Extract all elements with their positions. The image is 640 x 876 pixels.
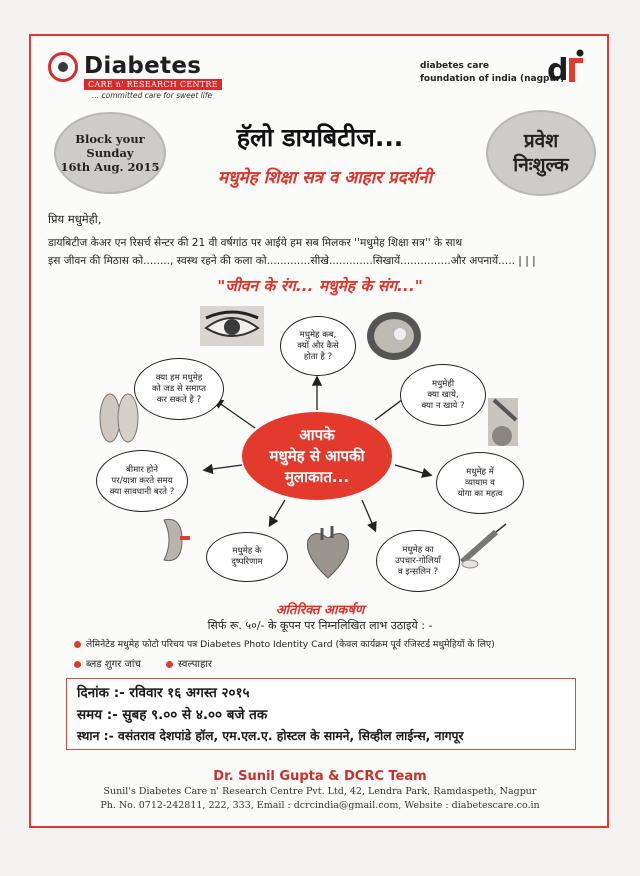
- topic-6-line-3: क्या सावधानी बरते ?: [109, 486, 175, 497]
- extras-title: अतिरिक्त आकर्षण: [275, 603, 365, 618]
- retina-image: [365, 310, 423, 362]
- topic-bubble-diet: [400, 364, 486, 426]
- brand-name: Diabetes: [84, 53, 202, 79]
- page-title: हॅलो डायबिटीज...: [236, 123, 404, 152]
- topic-2-line-2: क्या खाये,: [427, 389, 459, 400]
- topic-5-line-2: दुष्परिणाम: [231, 557, 263, 567]
- topic-7-line-1: क्या हम मधुमेह: [155, 372, 203, 383]
- topic-1-line-2: क्यों और कैसे: [297, 340, 339, 351]
- badge-line-3: 16th Aug. 2015: [60, 160, 160, 174]
- extras-item-1-text: लेमिनेटेड मधुमेह फोटो परिचय पत्र Diabetes Photo Identity Card (केवल कार्यक्रम पूर्व रजिस्टर्ड मधुमेहियों के लिए): [86, 639, 495, 650]
- topic-bubble-precautions: [96, 450, 188, 512]
- intro-line-2: इस जीवन की मिठास को........, स्वस्थ रहने की कला को.............सीखे.............सिखायें...............और अपनायें..... | | |: [48, 255, 536, 267]
- event-venue: स्थान :- वसंतराव देशपांडे हॉल, एम.एल.ए. होस्टल के सामने, सिव्हील लाईन्स, नागपूर: [77, 729, 464, 743]
- bullet-icon: [166, 661, 173, 668]
- badge-line-2: Sunday: [86, 146, 134, 160]
- topic-5-line-1: मधुमेह के: [232, 546, 262, 556]
- topic-3-line-2: व्यायाम व: [465, 477, 495, 488]
- topic-bubble-cure: [134, 358, 224, 420]
- topic-7-line-3: कर सकते है ?: [156, 394, 202, 405]
- topic-4-line-2: उपचार-गोलियाँ: [395, 555, 441, 566]
- center-line-2: मधुमेह से आपकी: [269, 446, 365, 465]
- kidney-image: [154, 514, 192, 566]
- extras-item-3-text: स्वल्पाहार: [178, 659, 212, 670]
- extras-item-3: [166, 656, 212, 670]
- topic-bubble-treatment: [376, 530, 460, 592]
- brand-subtitle: CARE n' RESEARCH CENTRE: [84, 79, 222, 90]
- arrow-to-topic-5: [270, 500, 285, 525]
- heart-image: [300, 524, 356, 582]
- dcrc-logo-icon: [48, 52, 78, 82]
- food-image: [480, 390, 530, 454]
- topic-bubble-causes: [280, 316, 356, 376]
- partner-line-1: diabetes care: [420, 61, 489, 71]
- center-bubble: [242, 412, 392, 500]
- partner-name: [420, 60, 564, 86]
- badge-line-1: Block your: [75, 132, 145, 146]
- slogan: "जीवन के रंग... मधुमेह के संग...": [217, 277, 423, 295]
- topic-1-line-1: मधुमेह कब,: [299, 329, 337, 340]
- arrow-to-topic-6: [205, 465, 242, 470]
- center-line-1: आपके: [299, 425, 335, 444]
- topic-7-line-2: को जड से समाप्त: [152, 383, 206, 394]
- bullet-icon: [74, 661, 81, 668]
- topic-2-line-1: मधुमेही: [431, 378, 455, 389]
- event-date: दिनांक :- रविवार १६ अगस्त २०१५: [77, 685, 250, 701]
- organizer-team: Dr. Sunil Gupta & DCRC Team: [213, 769, 427, 784]
- intro-line-1: डायबिटीज केअर एन रिसर्च सेन्टर की 21 वी वर्षगांठ पर आईये हम सब मिलकर ''मधुमेह शिक्षा सत्र'' के साथ: [48, 237, 463, 249]
- event-details-box: [66, 678, 576, 750]
- syringe-image: [452, 520, 512, 570]
- topic-bubble-complications: [206, 532, 288, 582]
- center-line-3: मुलाकात...: [284, 467, 350, 486]
- arrow-to-topic-4: [362, 500, 375, 530]
- page-subtitle: मधुमेह शिक्षा सत्र व आहार प्रदर्शनी: [217, 168, 433, 188]
- event-time: समय :- सुबह ९.०० से ४.०० बजे तक: [77, 707, 268, 723]
- topic-3-line-1: मधुमेह में: [466, 466, 494, 477]
- feet-image: [94, 388, 142, 444]
- svg-text:d: d: [547, 53, 569, 88]
- arrow-to-topic-3: [395, 465, 430, 475]
- footer-contact: Ph. No. 0712-242811, 222, 333, Email : dcrcindia@gmail.com, Website : diabetescare.co.in: [100, 800, 540, 811]
- partner-line-2: foundation of india (nagpur): [420, 74, 565, 84]
- footer-address: Sunil's Diabetes Care n' Research Centre Pvt. Ltd, 42, Lendra Park, Ramdaspeth, Nagpur: [103, 786, 537, 797]
- date-badge: [54, 112, 166, 194]
- brand-tagline: ... committed care for sweet life: [92, 91, 213, 100]
- extras-item-1: [74, 637, 495, 650]
- topic-6-line-1: बीमार होने: [126, 464, 158, 475]
- coupon-line: सिर्फ रू. ५०/- के कूपन पर निम्नलिखित लाभ उठाइये : -: [207, 619, 433, 632]
- extras-item-2: [74, 656, 141, 670]
- extras-item-2-text: ब्लड शुगर जांच: [86, 659, 141, 670]
- greeting: प्रिय मधुमेही,: [48, 212, 102, 226]
- dfi-logo-icon: [547, 46, 587, 88]
- arrow-to-topic-7: [215, 400, 255, 428]
- topic-4-line-1: मधुमेह का: [402, 544, 434, 555]
- topic-4-line-3: व इन्सलिन ?: [398, 566, 438, 577]
- eye-image: [200, 306, 264, 346]
- topic-bubble-exercise: [436, 452, 524, 514]
- free-entry-badge: [486, 110, 596, 196]
- topic-1-line-3: होता है ?: [303, 351, 333, 362]
- free-entry-line-2: निःशुल्क: [513, 154, 569, 176]
- bullet-icon: [74, 641, 81, 648]
- free-entry-line-1: प्रवेश: [523, 130, 559, 152]
- topic-6-line-2: पर/यात्रा करते समय: [111, 475, 173, 486]
- topic-3-line-3: योगा का महत्व: [457, 488, 503, 499]
- topic-2-line-3: क्या न खाये ?: [421, 400, 465, 411]
